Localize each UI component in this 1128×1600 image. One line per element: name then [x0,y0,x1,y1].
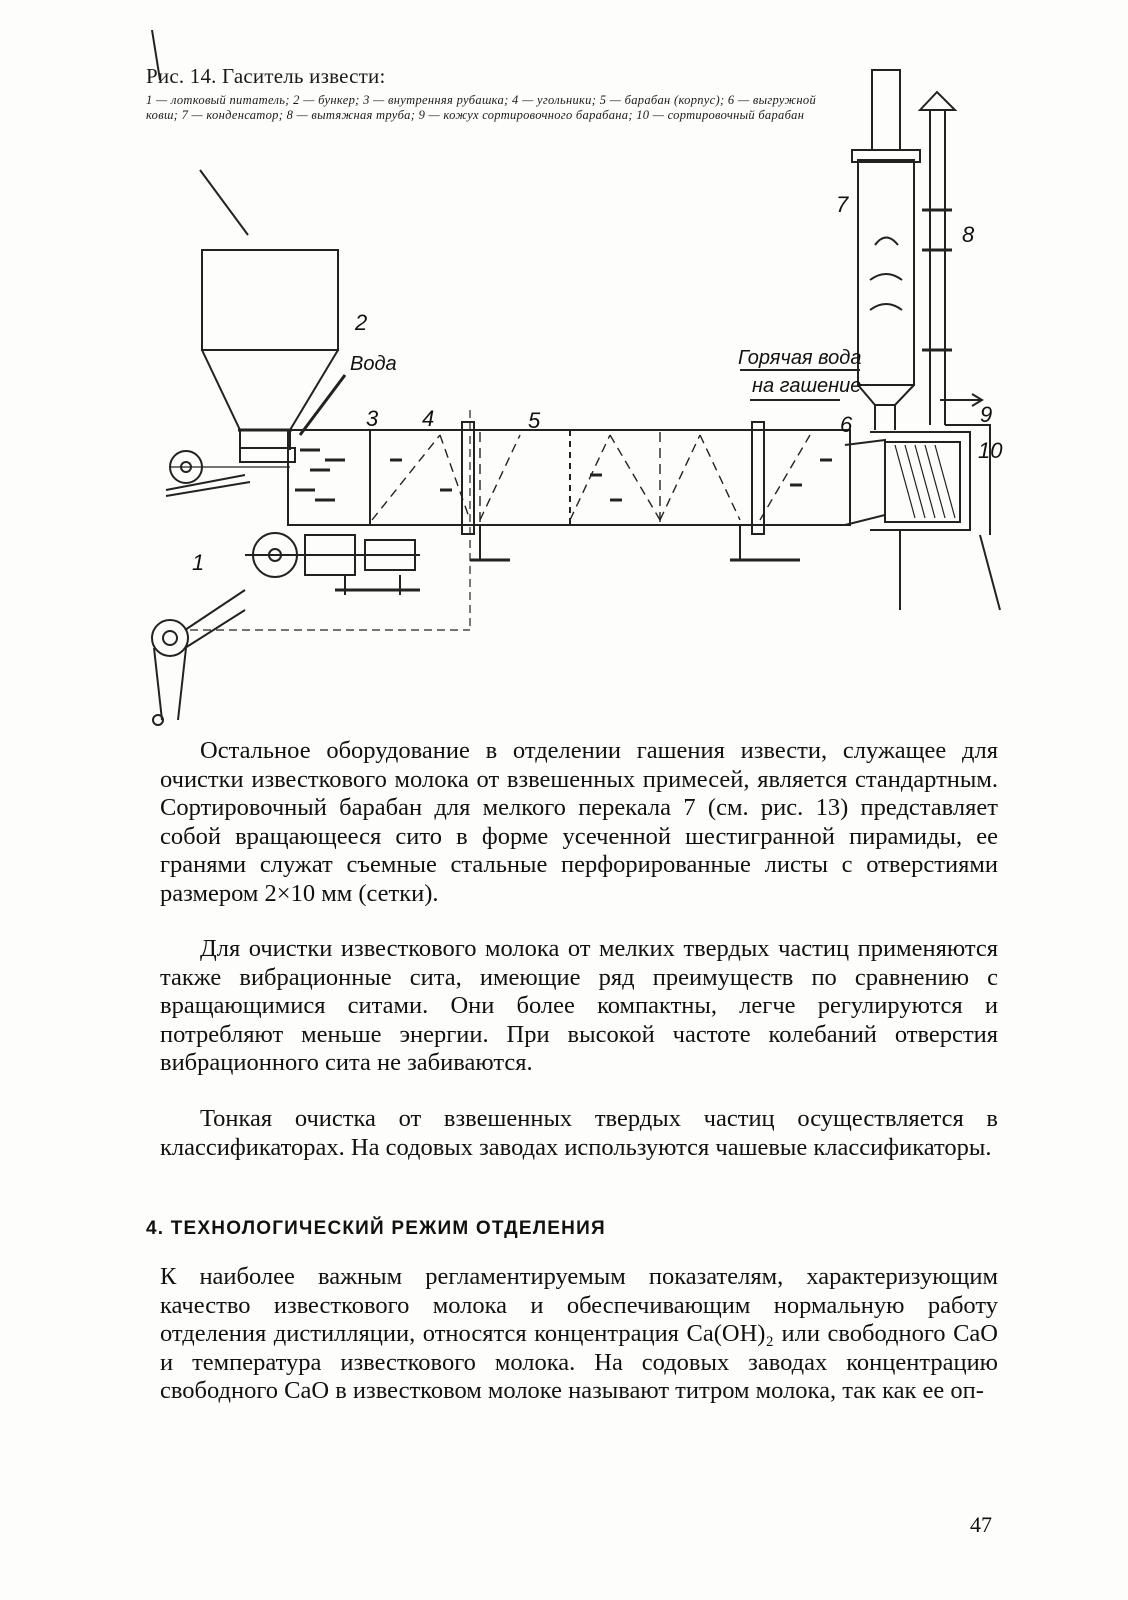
paragraph-text: Для очистки известкового молока от мелких твердых частиц применяются также вибрационные сита, имеющие ряд преимуществ по сравнению с вращающимися ситами. Они более компактны, легче регулируются и потребляют меньше энергии. При высокой частоте колебаний отверстия вибрационного сита не забиваются. [160,935,998,1077]
paragraph-equipment [160,737,998,909]
paragraph-text: К наиболее важным регламентируемым показателям, характеризующим качество известкового молока и обеспечивающим нормальную работу отделения дистилляции, относятся концентрация Ca(OH)₂ или свободного CaO и температура известкового молока. На содовых заводах концентрацию свободного CaO в известковом молоке называют титром молока, так как ее оп- [160,1263,998,1405]
paragraph-vibrating-sieves [160,935,998,1078]
feeder-tray [240,448,295,462]
paragraph-regime [160,1263,998,1406]
label-5: 5 [528,408,541,433]
label-4: 4 [422,406,435,431]
label-water: Вода [350,353,397,375]
label-hot-water-1: Горячая вода [738,347,862,369]
paragraph-text: Остальное оборудование в отделении гашения извести, служащее для очистки известкового молока от взвешенных примесей, является стандартным. Сортировочный барабан для мелкого перекала 7 (см. рис. 13) представляет собой вращающееся сито в форме усеченной шестигранной пирамиды, ее гранями служат съемные стальные перфорированные листы с отверстиями размером 2×10 мм (сетки). [160,737,998,907]
condenser [858,160,914,385]
page-number: 47 [970,1512,992,1537]
label-10: 10 [978,438,1003,463]
figure-title: Рис. 14. Гаситель извести: [146,64,386,88]
paragraph-text: Тонкая очистка от взвешенных твердых частиц осуществляется в классификаторах. На содовых заводах используются чашевые классификаторы. [160,1105,998,1161]
exhaust-pipe [930,110,945,425]
label-8: 8 [962,222,975,247]
hopper-cone [202,350,338,430]
paragraph-classifiers [160,1105,998,1162]
label-2: 2 [355,310,368,335]
label-hot-water-2: на гашение [752,375,862,397]
label-3: 3 [366,406,379,431]
section-heading: 4. ТЕХНОЛОГИЧЕСКИЙ РЕЖИМ ОТДЕЛЕНИЯ [146,1218,606,1239]
figure-caption [146,64,826,123]
lime-slaker-diagram [140,30,1020,730]
label-1: 1 [192,550,205,575]
tension-pulley [152,620,188,656]
figure-legend: 1 — лотковый питатель; 2 — бункер; 3 — внутренняя рубашка; 4 — угольники; 5 — барабан (корпус); 6 — выгружной ковш; 7 — конденсатор; 8 — вытяжная труба; 9 — кожух сортировочного барабана; 10 — сортировочный барабан [146,93,816,122]
label-7: 7 [836,192,849,217]
label-6: 6 [840,412,853,437]
leader-line [200,170,248,235]
hopper-box [202,250,338,350]
drum-inner-jacket [288,430,370,525]
label-9: 9 [980,402,993,427]
